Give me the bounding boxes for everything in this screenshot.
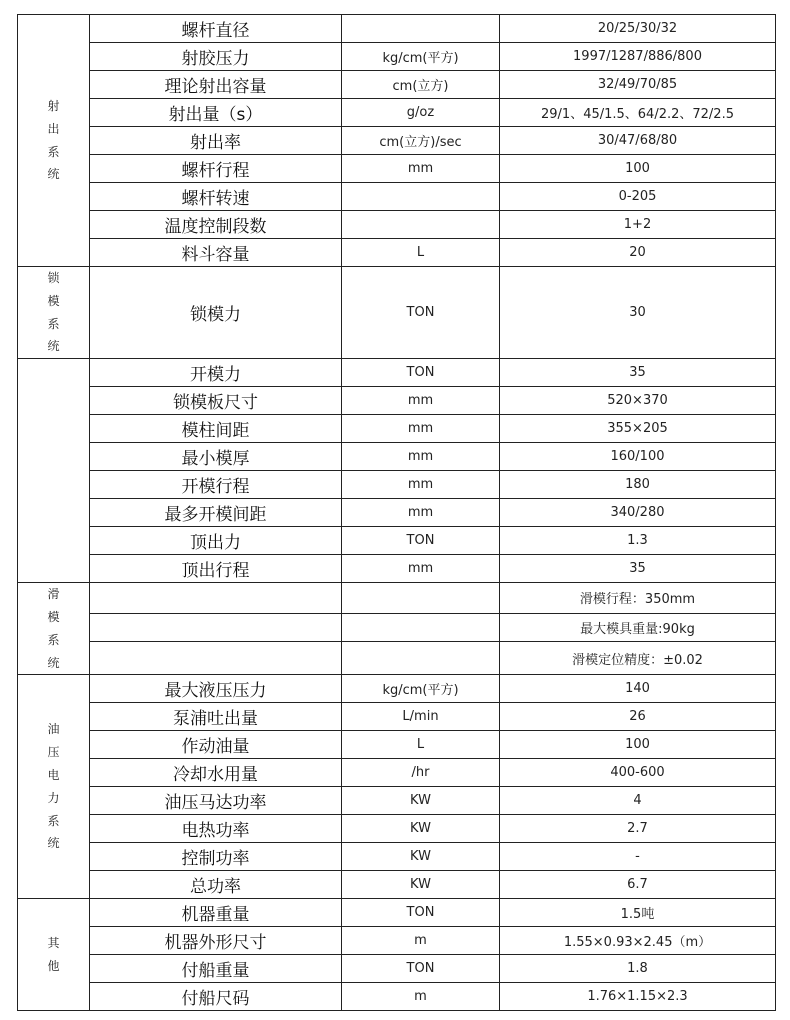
param-unit: L	[342, 239, 500, 267]
spec-table	[17, 14, 776, 1011]
param-value: 29/1、45/1.5、64/2.2、72/2.5	[500, 99, 776, 127]
param-unit: kg/cm(平方)	[342, 43, 500, 71]
param-unit: mm	[342, 415, 500, 443]
param-name: 开模力	[90, 359, 342, 387]
section-label-clamp	[18, 267, 90, 359]
param-name: 总功率	[90, 871, 342, 899]
table-row	[18, 555, 776, 583]
param-unit	[342, 641, 500, 674]
table-row	[18, 675, 776, 703]
param-name: 最小模厚	[90, 443, 342, 471]
param-unit: TON	[342, 955, 500, 983]
section-label-char: 统	[47, 836, 60, 851]
table-row	[18, 267, 776, 359]
param-unit	[342, 211, 500, 239]
section-label-char: 系	[47, 813, 60, 828]
param-unit: TON	[342, 267, 500, 359]
param-name: 油压马达功率	[90, 787, 342, 815]
param-unit: KW	[342, 871, 500, 899]
param-unit	[342, 583, 500, 613]
param-value: 30	[500, 267, 776, 359]
table-row	[18, 155, 776, 183]
param-name: 作动油量	[90, 731, 342, 759]
param-name: 射出率	[90, 127, 342, 155]
table-row	[18, 641, 776, 674]
section-label-char: 模	[47, 293, 60, 308]
param-unit: kg/cm(平方)	[342, 675, 500, 703]
table-row	[18, 499, 776, 527]
param-value: 4	[500, 787, 776, 815]
param-unit	[342, 183, 500, 211]
param-name: 控制功率	[90, 843, 342, 871]
section-label-empty	[18, 359, 90, 583]
param-unit: mm	[342, 471, 500, 499]
param-unit: mm	[342, 443, 500, 471]
param-name: 螺杆转速	[90, 183, 342, 211]
param-unit	[342, 15, 500, 43]
param-name: 螺杆行程	[90, 155, 342, 183]
section-label-char: 系	[47, 316, 60, 331]
param-value: 1.5吨	[500, 899, 776, 927]
param-name: 开模行程	[90, 471, 342, 499]
table-row	[18, 583, 776, 613]
param-unit: KW	[342, 815, 500, 843]
param-name	[90, 583, 342, 613]
param-name: 射胶压力	[90, 43, 342, 71]
param-unit: cm(立方)	[342, 71, 500, 99]
param-name: 机器重量	[90, 899, 342, 927]
table-row	[18, 899, 776, 927]
param-unit: m	[342, 983, 500, 1011]
section-label-hydraulic	[18, 675, 90, 899]
param-unit: /hr	[342, 759, 500, 787]
param-name: 最多开模间距	[90, 499, 342, 527]
param-value: 520×370	[500, 387, 776, 415]
table-row	[18, 927, 776, 955]
param-value: 1+2	[500, 211, 776, 239]
param-name: 锁模板尺寸	[90, 387, 342, 415]
table-row	[18, 387, 776, 415]
param-value: 1.76×1.15×2.3	[500, 983, 776, 1011]
param-unit: TON	[342, 899, 500, 927]
table-row	[18, 759, 776, 787]
param-value: 1.8	[500, 955, 776, 983]
param-value: 20/25/30/32	[500, 15, 776, 43]
param-value: 1.3	[500, 527, 776, 555]
param-unit	[342, 613, 500, 641]
table-row	[18, 99, 776, 127]
param-value: 180	[500, 471, 776, 499]
param-unit: L	[342, 731, 500, 759]
param-unit: TON	[342, 527, 500, 555]
table-row	[18, 43, 776, 71]
param-name: 理论射出容量	[90, 71, 342, 99]
param-name: 锁模力	[90, 267, 342, 359]
param-name: 料斗容量	[90, 239, 342, 267]
section-label-slide	[18, 583, 90, 675]
table-row	[18, 731, 776, 759]
table-row	[18, 359, 776, 387]
param-unit: mm	[342, 155, 500, 183]
param-unit: mm	[342, 499, 500, 527]
param-value: 2.7	[500, 815, 776, 843]
table-row	[18, 211, 776, 239]
section-label-char: 滑	[47, 587, 60, 602]
param-value: 20	[500, 239, 776, 267]
param-unit: g/oz	[342, 99, 500, 127]
table-row	[18, 955, 776, 983]
section-label-inject	[18, 15, 90, 267]
param-name: 付船重量	[90, 955, 342, 983]
param-value: 6.7	[500, 871, 776, 899]
section-label-char: 出	[47, 121, 60, 136]
param-unit: m	[342, 927, 500, 955]
section-label-char: 其	[47, 936, 60, 951]
param-name: 顶出力	[90, 527, 342, 555]
table-row	[18, 471, 776, 499]
table-row	[18, 415, 776, 443]
section-label-char: 压	[47, 745, 60, 760]
table-row	[18, 443, 776, 471]
section-label-char: 模	[47, 609, 60, 624]
param-name	[90, 613, 342, 641]
param-name: 温度控制段数	[90, 211, 342, 239]
section-label-char: 系	[47, 144, 60, 159]
param-unit: mm	[342, 387, 500, 415]
param-value: 340/280	[500, 499, 776, 527]
param-value: 30/47/68/80	[500, 127, 776, 155]
table-row	[18, 183, 776, 211]
section-label-char: 统	[47, 339, 60, 354]
param-value: 0-205	[500, 183, 776, 211]
param-value: 最大模具重量:90kg	[500, 613, 776, 641]
section-label-other	[18, 899, 90, 1011]
param-value: 32/49/70/85	[500, 71, 776, 99]
section-label-char: 他	[47, 958, 60, 973]
param-name	[90, 641, 342, 674]
section-label-char: 力	[47, 790, 60, 805]
param-value: 滑模定位精度：±0.02	[500, 641, 776, 674]
section-label-char: 统	[47, 655, 60, 670]
param-value: 100	[500, 731, 776, 759]
param-name: 螺杆直径	[90, 15, 342, 43]
param-value: -	[500, 843, 776, 871]
table-row	[18, 871, 776, 899]
param-value: 1.55×0.93×2.45（m）	[500, 927, 776, 955]
param-unit: KW	[342, 843, 500, 871]
table-row	[18, 843, 776, 871]
param-name: 射出量（s）	[90, 99, 342, 127]
section-label-char: 射	[47, 98, 60, 113]
param-unit: L/min	[342, 703, 500, 731]
param-name: 最大液压压力	[90, 675, 342, 703]
param-unit: TON	[342, 359, 500, 387]
section-label-char: 系	[47, 632, 60, 647]
param-unit: cm(立方)/sec	[342, 127, 500, 155]
param-value: 355×205	[500, 415, 776, 443]
table-row	[18, 983, 776, 1011]
param-name: 泵浦吐出量	[90, 703, 342, 731]
section-label-char: 统	[47, 167, 60, 182]
table-row	[18, 703, 776, 731]
param-unit: KW	[342, 787, 500, 815]
param-value: 35	[500, 359, 776, 387]
param-unit: mm	[342, 555, 500, 583]
param-name: 顶出行程	[90, 555, 342, 583]
table-row	[18, 71, 776, 99]
param-value: 1997/1287/886/800	[500, 43, 776, 71]
param-value: 400-600	[500, 759, 776, 787]
param-name: 付船尺码	[90, 983, 342, 1011]
param-name: 机器外形尺寸	[90, 927, 342, 955]
param-value: 100	[500, 155, 776, 183]
param-value: 滑模行程：350mm	[500, 583, 776, 613]
param-name: 模柱间距	[90, 415, 342, 443]
param-name: 冷却水用量	[90, 759, 342, 787]
table-row	[18, 527, 776, 555]
param-value: 140	[500, 675, 776, 703]
param-name: 电热功率	[90, 815, 342, 843]
section-label-char: 油	[47, 722, 60, 737]
table-row	[18, 127, 776, 155]
section-label-char: 锁	[47, 271, 60, 285]
table-row	[18, 239, 776, 267]
param-value: 160/100	[500, 443, 776, 471]
param-value: 26	[500, 703, 776, 731]
table-row	[18, 815, 776, 843]
table-row	[18, 787, 776, 815]
table-row	[18, 15, 776, 43]
section-label-char: 电	[47, 768, 60, 783]
param-value: 35	[500, 555, 776, 583]
table-row	[18, 613, 776, 641]
